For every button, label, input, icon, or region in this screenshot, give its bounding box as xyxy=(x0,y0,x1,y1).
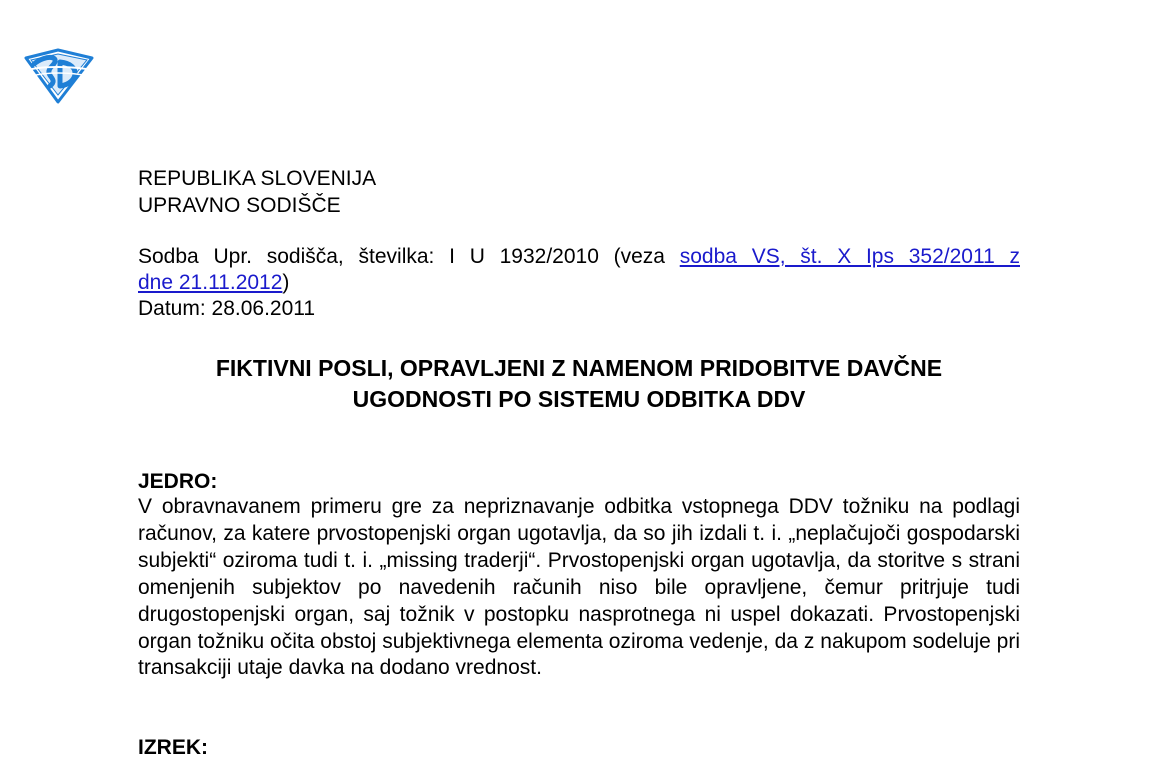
reference-prefix: Sodba Upr. sodišča, številka: I U 1932/2010 (veza xyxy=(138,245,680,268)
jedro-heading: JEDRO: xyxy=(138,470,218,493)
header-line-court: UPRAVNO SODIŠČE xyxy=(138,194,341,217)
case-reference xyxy=(138,244,1020,322)
shield-logo-icon xyxy=(22,48,96,104)
court-header xyxy=(138,165,376,219)
supreme-court-ruling-link[interactable]: sodba VS, št. X Ips 352/2011 z xyxy=(679,245,1020,268)
reference-line-1 xyxy=(138,244,1020,270)
supreme-court-ruling-link-date[interactable]: dne 21.11.2012 xyxy=(138,271,283,294)
court-logo xyxy=(22,48,96,104)
title-line-2: UGODNOSTI PO SISTEMU ODBITKA DDV xyxy=(352,386,806,412)
reference-line-2 xyxy=(138,270,1020,296)
title-line-1: FIKTIVNI POSLI, OPRAVLJENI Z NAMENOM PRIDOBITVE DAVČNE xyxy=(215,355,943,381)
header-line-republic: REPUBLIKA SLOVENIJA xyxy=(138,167,377,190)
reference-suffix: ) xyxy=(282,271,290,294)
ruling-date: Datum: 28.06.2011 xyxy=(138,297,316,320)
jedro-paragraph: V obravnavanem primeru gre za nepriznavanje odbitka vstopnega DDV tožniku na podlagi računov, za katere prvostopenjski organ ugotavlja, da so jih izdali t. i. „neplačujoči gospodarski subjekti“ oziroma tudi t. i. „missing traderji“. Prvostopenjski organ ugotavlja, da storitve s strani omenjenih subjektov po navedenih računih niso bile opravljene, čemur pritrjuje tudi drugostopenjski organ, saj tožnik v postopku nasprotnega ni uspel dokazati. Prvostopenjski organ tožniku očita obstoj subjektivnega elementa oziroma vedenje, da z nakupom sodeluje pri transakciji utaje davka na dodano vrednost. xyxy=(138,495,1020,680)
document-title xyxy=(138,353,1020,415)
izrek-heading: IZREK: xyxy=(138,736,208,759)
